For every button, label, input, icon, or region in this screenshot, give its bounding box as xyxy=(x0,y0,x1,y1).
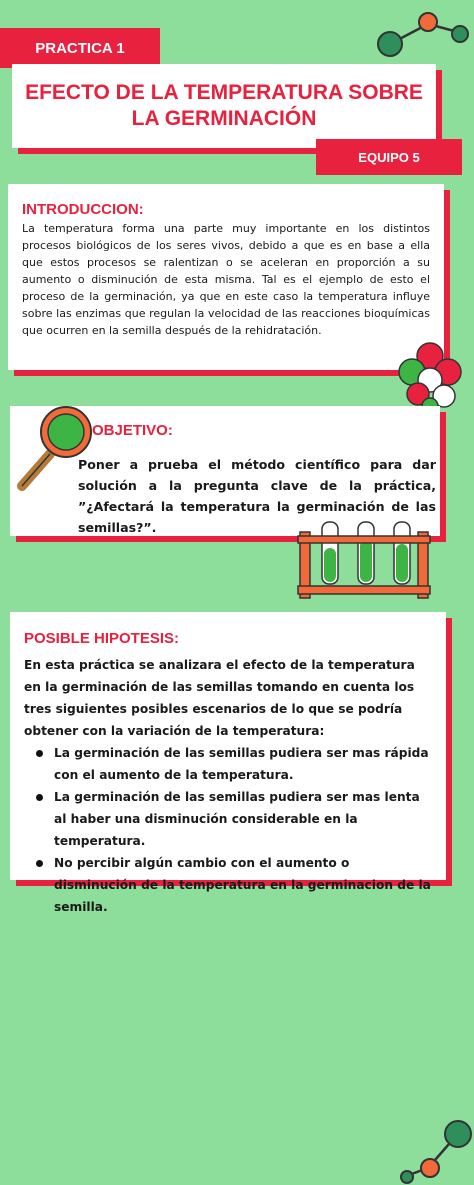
page-title-line2: LA GERMINACIÓN xyxy=(131,107,317,130)
hypothesis-card xyxy=(10,612,446,914)
intro-heading: INTRODUCCION: xyxy=(22,201,144,218)
intro-card xyxy=(8,184,444,370)
practice-label: PRACTICA 1 xyxy=(35,39,125,57)
hypothesis-heading: POSIBLE HIPOTESIS: xyxy=(24,630,180,647)
practice-tag xyxy=(0,28,160,68)
molecule-icon xyxy=(370,4,474,64)
intro-body: La temperatura forma una parte muy importante en los distintos procesos biológicos de los seres vivos, debido a que es en base a ella que estos procesos se ralentizan o se aceleran en proporción a su aumento o disminución de esta misma. Tal es el ejemplo de esto el proceso de la germinación, ya que en este caso la temperatura influye sobre las enzimas que regulan la velocidad de las reacciones bioquímicas que ocurren en la semilla después de la rehidratación. xyxy=(22,222,430,337)
team-tag xyxy=(316,139,462,175)
list-item: La germinación de las semillas pudiera ser mas rápida con el aumento de la temperatura. xyxy=(24,742,432,786)
objective-body: Poner a prueba el método científico para dar solución a la pregunta clave de la práctica, ”¿Afectará la temperatura la germinación de las semillas?”. xyxy=(78,457,436,535)
page-title-line1: EFECTO DE LA TEMPERATURA SOBRE xyxy=(25,81,423,104)
test-tube-rack-icon xyxy=(296,518,432,600)
objective-heading: OBJETIVO: xyxy=(92,422,173,439)
hypothesis-intro: En esta práctica se analizara el efecto de la temperatura en la germinación de las semillas tomando en cuenta los tres siguientes posibles escenarios de lo que se podría obtener con la variación de la temperatura: xyxy=(24,658,415,738)
title-card xyxy=(12,64,436,148)
team-label: EQUIPO 5 xyxy=(358,149,420,165)
hypothesis-list xyxy=(24,742,432,918)
list-item: No percibir algún cambio con el aumento o disminución de la temperatura en la germinacion de la semilla. xyxy=(24,852,432,918)
list-item: La germinación de las semillas pudiera ser mas lenta al haber una disminución considerable en la temperatura. xyxy=(24,786,432,852)
molecule-icon xyxy=(400,1110,474,1185)
